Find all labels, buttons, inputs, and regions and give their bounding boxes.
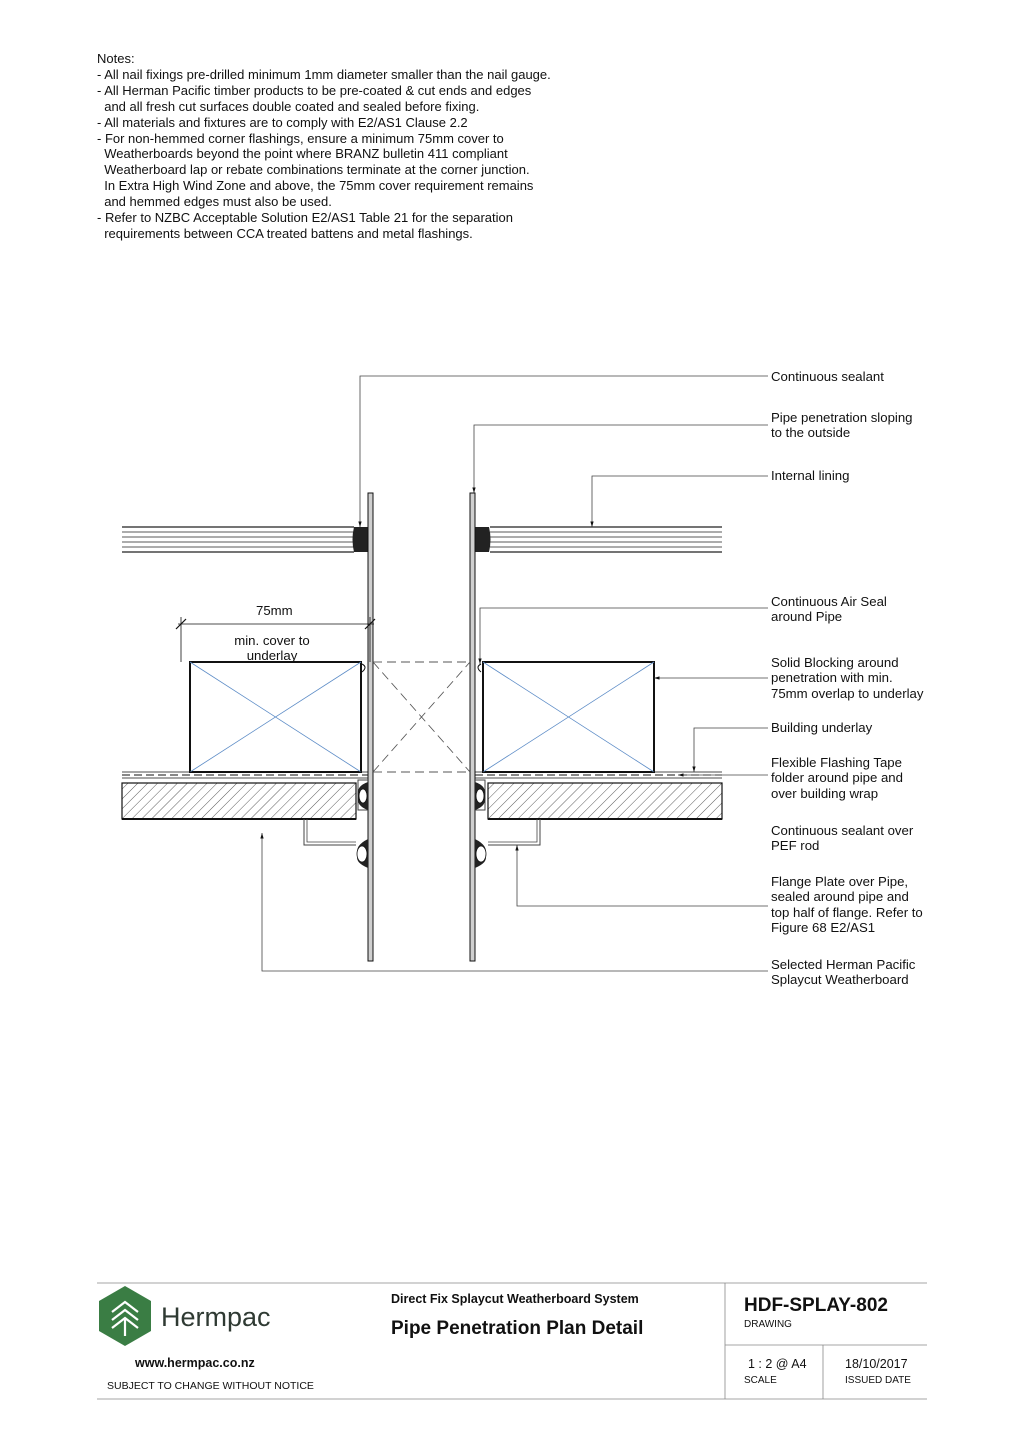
leader-building-underlay xyxy=(694,728,768,772)
note-line: requirements between CCA treated battens and metal flashings. xyxy=(97,225,473,241)
leader-internal-lining xyxy=(592,476,768,527)
note-line: - All nail fixings pre-drilled minimum 1mm diameter smaller than the nail gauge. xyxy=(97,66,551,82)
leader-weatherboard xyxy=(262,833,768,971)
label-air-seal xyxy=(771,594,887,625)
pef-rod-right xyxy=(475,782,486,868)
dimension-note-line: underlay xyxy=(246,648,298,664)
label-building-underlay xyxy=(771,720,872,735)
label-line: Continuous Air Seal xyxy=(771,594,887,609)
leader-continuous-sealant xyxy=(360,376,768,527)
label-line: Internal lining xyxy=(771,468,850,483)
label-weatherboard xyxy=(771,957,915,988)
note-line: and all fresh cut surfaces double coated and sealed before fixing. xyxy=(97,98,480,114)
leader-lines xyxy=(262,376,768,971)
note-line: - All materials and fixtures are to comply with E2/AS1 Clause 2.2 xyxy=(97,114,468,130)
flange-plate-left-inner xyxy=(307,819,356,842)
label-line: Figure 68 E2/AS1 xyxy=(771,919,876,935)
note-line: - For non-hemmed corner flashings, ensure a minimum 75mm cover to xyxy=(97,130,504,146)
label-flashing-tape xyxy=(771,755,903,801)
label-line: Selected Herman Pacific xyxy=(771,957,916,972)
leader-air-seal xyxy=(480,608,768,664)
internal-sealant-right xyxy=(474,527,491,552)
hermpac-logo-icon xyxy=(99,1286,151,1346)
label-line: folder around pipe and xyxy=(771,770,903,786)
note-line: - All Herman Pacific timber products to be pre-coated & cut ends and edges xyxy=(97,82,532,98)
label-line: over building wrap xyxy=(771,785,879,801)
label-line: Continuous sealant xyxy=(771,369,884,384)
weatherboard-right xyxy=(488,783,722,819)
drawing-number: HDF-SPLAY-802 xyxy=(744,1295,888,1316)
label-internal-lining xyxy=(771,468,849,483)
label-line: to the outside xyxy=(771,425,851,441)
issued-date-value: 18/10/2017 xyxy=(845,1357,908,1371)
system-name: Direct Fix Splaycut Weatherboard System xyxy=(391,1292,639,1306)
label-solid-blocking xyxy=(771,655,923,701)
label-line: Continuous sealant over xyxy=(771,823,914,838)
internal-lining-left xyxy=(122,527,354,552)
internal-sealant-left xyxy=(353,527,369,552)
solid-blocking-left xyxy=(190,662,361,772)
label-line: Solid Blocking around xyxy=(771,655,899,670)
weatherboard-left xyxy=(122,783,356,819)
pipe-wall-right xyxy=(470,493,475,961)
air-seal-right xyxy=(478,664,481,672)
label-line: Pipe penetration sloping xyxy=(771,410,913,425)
internal-lining-right xyxy=(490,527,722,552)
label-line: PEF rod xyxy=(771,838,820,854)
label-flange-plate xyxy=(771,874,923,935)
scale-label: SCALE xyxy=(744,1375,777,1386)
dimension-note-line: min. cover to xyxy=(234,633,310,648)
flange-plate-right-inner xyxy=(488,819,537,842)
label-line: penetration with min. xyxy=(771,670,893,686)
scale-value: 1 : 2 @ A4 xyxy=(748,1357,807,1371)
label-continuous-sealant xyxy=(771,369,884,384)
dimension-value-text: 75mm xyxy=(256,603,293,618)
issued-date-label: ISSUED DATE xyxy=(845,1375,911,1386)
note-line: and hemmed edges must also be used. xyxy=(97,194,332,210)
leader-pipe-penetration xyxy=(474,425,768,493)
note-line: - Refer to NZBC Acceptable Solution E2/AS1 Table 21 for the separation xyxy=(97,210,513,226)
label-line: Splaycut Weatherboard xyxy=(771,972,909,988)
dimension-value xyxy=(256,603,293,618)
label-line: Flange Plate over Pipe, xyxy=(771,874,909,889)
solid-blocking-right xyxy=(483,662,654,772)
pipe-wall-left xyxy=(368,493,373,961)
disclaimer-text: SUBJECT TO CHANGE WITHOUT NOTICE xyxy=(107,1380,314,1392)
air-seal-left xyxy=(362,664,365,672)
label-line: Flexible Flashing Tape xyxy=(771,755,902,770)
label-line: around Pipe xyxy=(771,609,843,625)
label-pipe-penetration xyxy=(771,410,913,441)
drawing-title: Pipe Penetration Plan Detail xyxy=(391,1318,644,1339)
label-line: top half of flange. Refer to xyxy=(771,904,923,920)
label-line: Building underlay xyxy=(771,720,873,735)
pef-rod-left xyxy=(357,782,368,868)
leader-flange-plate xyxy=(517,845,768,906)
label-line: sealed around pipe and xyxy=(771,889,909,905)
note-line: In Extra High Wind Zone and above, the 75mm cover requirement remains xyxy=(97,178,534,194)
dimension-note xyxy=(231,633,313,664)
label-sealant-pef xyxy=(771,823,913,854)
brand-name: Hermpac xyxy=(161,1302,271,1332)
notes-heading: Notes: xyxy=(97,51,135,66)
note-line: Weatherboard lap or rebate combinations terminate at the corner junction. xyxy=(97,162,530,178)
hidden-pipe-lines xyxy=(373,662,470,772)
website-link[interactable]: www.hermpac.co.nz xyxy=(135,1356,255,1370)
label-line: 75mm overlap to underlay xyxy=(771,685,924,701)
note-line: Weatherboards beyond the point where BRANZ bulletin 411 compliant xyxy=(97,146,508,162)
drawing-label: DRAWING xyxy=(744,1319,792,1330)
